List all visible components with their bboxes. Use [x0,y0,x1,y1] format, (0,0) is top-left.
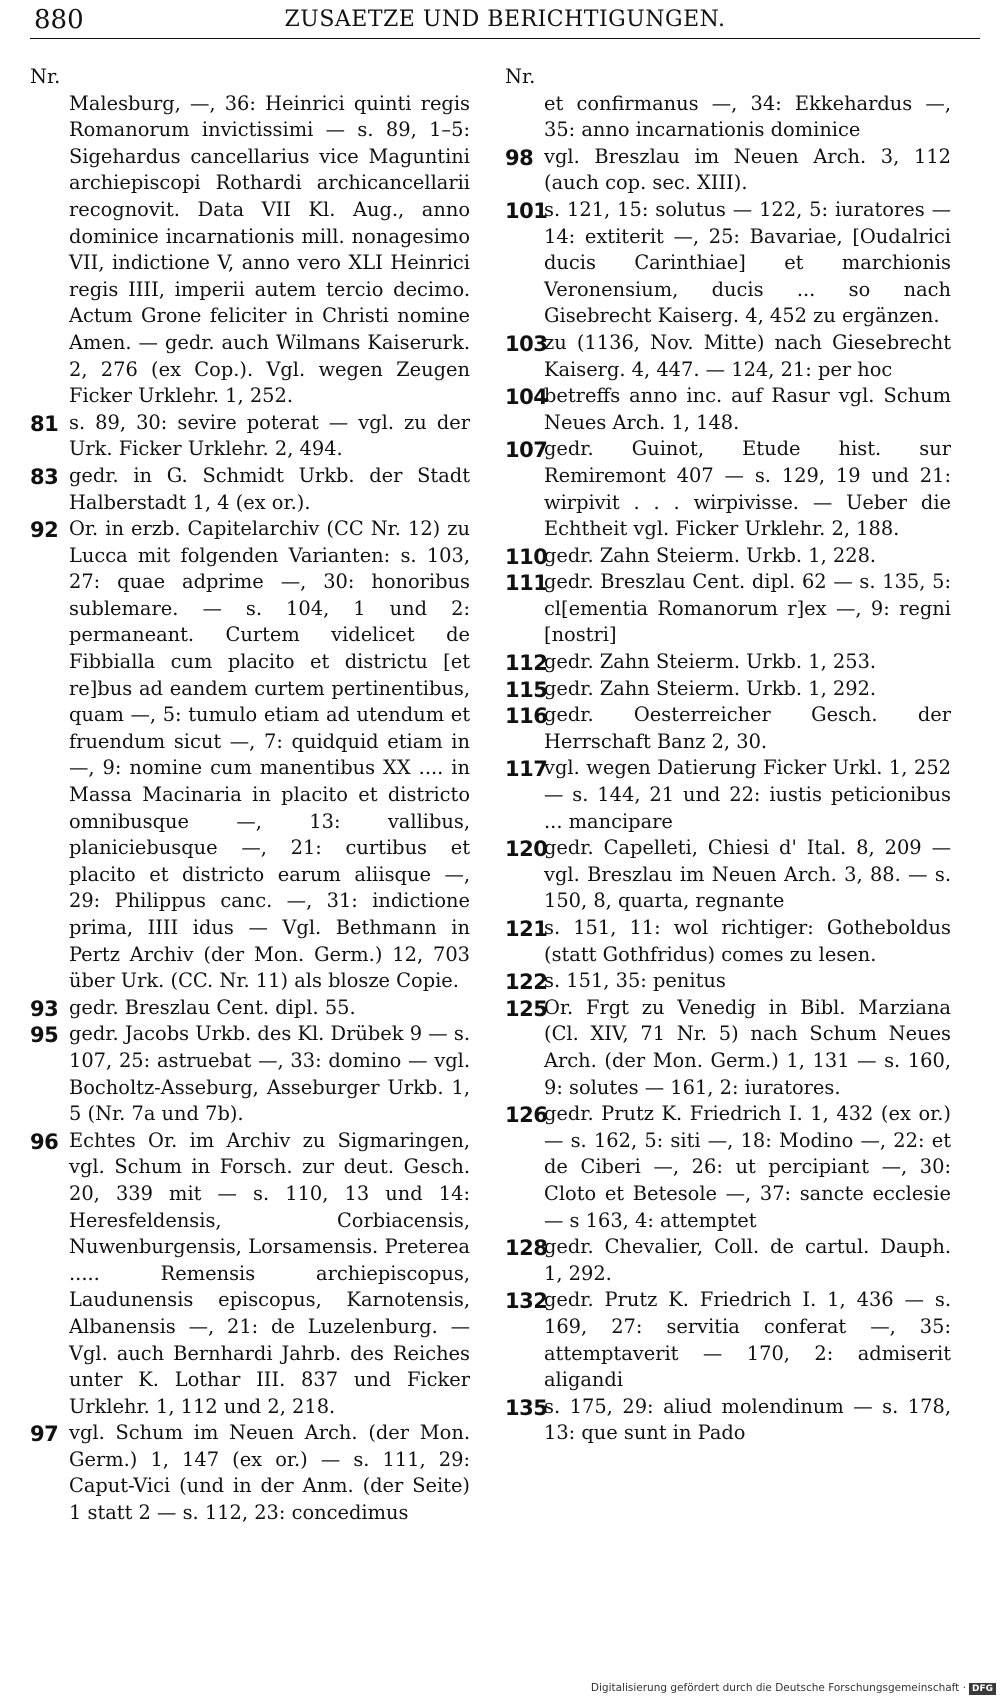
entry [505,915,951,968]
entry-text: gedr. Zahn Steierm. Urkb. 1, 228. [544,543,877,567]
entry-number: 115 [505,677,548,702]
footer-text: Digitalisierung gefördert durch die Deutsche Forschungsgemeinschaft · [590,1682,966,1694]
entry-text: s. 89, 30: sevire poterat — vgl. zu der Urk. Ficker Urklehr. 2, 494. [69,410,470,461]
entry-number: 81 [30,411,59,436]
entry [30,1021,470,1127]
entry-text: s. 175, 29: aliud molendinum — s. 178, 13: que sunt in Pado [544,1394,951,1445]
entry [505,649,951,676]
entry [505,1394,951,1447]
entry [505,995,951,1101]
entry [505,1101,951,1234]
page-number: 880 [34,5,84,35]
entry-text: Echtes Or. im Archiv zu Sigmaringen, vgl. Schum in Forsch. zur deut. Gesch. 20, 339 mit — s. 110, 13 und 14: Heresfeldensis, Corbiacensis, Nuwenburgensis, Lorsamensis. Preterea ..... Remensis archiepiscopus, Laudunensis episcopus, Karnotensis, Albanensis —, 21: de Luzelenburg. — Vgl. auch Bernhardi Jahrb. des Reiches unter K. Lothar III. 837 und Ficker Urklehr. 1, 112 und 2, 218. [69,1128,470,1418]
footer-credit [591,1682,996,1695]
entry-text: gedr. Prutz K. Friedrich I. 1, 432 (ex or.) — s. 162, 5: siti —, 18: Modino —, 22: et de Ciberi —, 26: ut percipiant —, 30: Cloto et Betesole —, 37: sancte ecclesie — s 163, 4: attemptet [544,1102,951,1232]
entry-number: 116 [505,704,548,729]
entry [505,144,951,197]
entry-text: Malesburg, —, 36: Heinrici quinti regis Romanorum invictissimi — s. 89, 1–5: Sigehardus cancellarius vice Maguntini archiepiscopi Rothardi archicancellarii recognovit. Data VII Kl. Aug., anno dominice incarnationis mill. nonagesimo VII, indictione V, anno vero XLI Heinrici regis IIII, imperii autem tercio decimo. Actum Grone feliciter in Christi nomine Amen. — gedr. auch Wilmans Kaiserurk. 2, 276 (ex Cop.). Vgl. wegen Zeugen Ficker Urklehr. 1, 252. [69,91,470,408]
entry-number: 126 [505,1103,548,1128]
entry [505,330,951,383]
entry [30,1420,470,1526]
entry-text: Or. in erzb. Capitelarchiv (CC Nr. 12) zu Lucca mit folgenden Varianten: s. 103, 27: quae adprime —, 30: honoribus sublemare. — s. 104, 1 und 2: permaneant. Curtem videlicet de Fibbialla cum placito et districtu [et re]bus ad eandem curtem pertinentibus, quam —, 5: tumulo etiam ad utendum et fruendum sicut —, 7: quidquid etiam in —, 9: nomine cum manentibus XX .... in Massa Macinaria in placito et districto omnibusque —, 13: vallibus, planiciebusque —, 21: curtibus et placito et districto earum aliisque —, 29: Philippus canc. —, 31: indictione prima, IIII idus — Vgl. Bethmann in Pertz Archiv (der Mon. Germ.) 12, 703 über Urk. (CC. Nr. 11) als blosze Copie. [69,517,470,993]
entry-text: gedr. Oesterreicher Gesch. der Herrschaft Banz 2, 30. [544,703,951,753]
entry [505,383,951,436]
entry-text: zu (1136, Nov. Mitte) nach Giesebrecht Kaiserg. 4, 447. — 124, 21: per hoc [544,330,951,381]
entry-number: 128 [505,1236,548,1261]
entry-text: gedr. Chevalier, Coll. de cartul. Dauph. 1, 292. [544,1235,951,1285]
entry-number: 111 [505,571,548,596]
column-label-nr: Nr. [505,65,536,88]
entry-text: Or. Frgt zu Venedig in Bibl. Marziana (Cl. XIV, 71 Nr. 5) nach Schum Neues Arch. (der Mon. Germ.) 1, 131 — s. 160, 9: solutes — 161, 2: iuratores. [544,995,951,1099]
entry [505,436,951,542]
entry [505,91,951,144]
entry [505,676,951,703]
entry-text: gedr. in G. Schmidt Urkb. der Stadt Halberstadt 1, 4 (ex or.). [69,463,470,514]
entry [505,968,951,995]
entry-text: gedr. Jacobs Urkb. des Kl. Drübek 9 — s. 107, 25: astruebat —, 33: domino — vgl. Bocholtz-Asseburg, Asseburger Urkb. 1, 5 (Nr. 7a und 7b). [69,1022,470,1126]
entry-number: 92 [30,518,59,543]
entry-number: 103 [505,331,548,356]
entry-number: 93 [30,996,59,1021]
entry-text: vgl. Schum im Neuen Arch. (der Mon. Germ.) 1, 147 (ex or.) — s. 111, 29: Caput-Vici (und in der Anm. (der Seite) 1 statt 2 — s. 112, 23: concedimus [69,1421,470,1525]
entry [30,463,470,516]
entry-number: 120 [505,837,548,862]
dfg-logo: DFG [969,1683,996,1695]
entry [30,516,470,995]
entry-text: s. 151, 35: penitus [544,969,726,993]
entry [505,543,951,570]
entry-number: 104 [505,385,548,410]
entry [505,569,951,649]
entry-text: et confirmanus —, 34: Ekkehardus —, 35: anno incarnationis dominice [544,91,951,142]
entry-number: 132 [505,1289,548,1314]
entry [30,1128,470,1421]
entry-number: 125 [505,996,548,1021]
entry [30,995,470,1022]
column-label-nr: Nr. [30,65,61,88]
entry [505,835,951,915]
entry-number: 110 [505,544,548,569]
entry-text: gedr. Prutz K. Friedrich I. 1, 436 — s. 169, 27: servitia conferat —, 35: attemptaverit — 170, 2: admiserit aligandi [544,1288,951,1392]
entry-text: gedr. Zahn Steierm. Urkb. 1, 253. [544,650,877,674]
entry-text: gedr. Zahn Steierm. Urkb. 1, 292. [544,676,877,700]
entry-number: 95 [30,1023,59,1048]
entry-text: s. 121, 15: solutus — 122, 5: iuratores — 14: extiterit —, 25: Bavariae, [Oudalrici ducis Carinthiae] et marchionis Veronensium, ducis ... so nach Gisebrecht Kaiserg. 4, 452 zu ergänzen. [544,197,951,328]
entry [505,197,951,330]
entry-number: 98 [505,145,534,170]
entry-text: s. 151, 11: wol richtiger: Gotheboldus (statt Gothfridus) comes zu lesen. [544,916,951,966]
entry [30,410,470,463]
entry [505,1234,951,1287]
entry-text: gedr. Capelleti, Chiesi d' Ital. 8, 209 — vgl. Breszlau im Neuen Arch. 3, 88. — s. 150, 8, quarta, regnante [544,836,951,913]
entry-number: 135 [505,1395,548,1420]
entry-number: 121 [505,917,548,941]
entry-number: 101 [505,198,548,223]
entry-number: 83 [30,464,59,489]
right-column [505,64,951,1447]
page-title: ZUSAETZE UND BERICHTIGUNGEN. [284,7,726,32]
page-header [30,4,980,39]
entry-number: 107 [505,438,548,463]
entry-number: 112 [505,651,548,676]
entry [30,91,470,410]
entry [505,755,951,835]
entry-text: gedr. Breszlau Cent. dipl. 55. [69,995,356,1019]
entry-text: vgl. wegen Datierung Ficker Urkl. 1, 252 — s. 144, 21 und 22: iustis peticionibus ... mancipare [544,756,951,833]
entry-text: gedr. Breszlau Cent. dipl. 62 — s. 135, 5: cl[ementia Romanorum r]ex —, 9: regni [nostri] [544,570,951,647]
entry-text: vgl. Breszlau im Neuen Arch. 3, 112 (auch cop. sec. XIII). [544,144,951,195]
entry-number: 97 [30,1422,59,1447]
left-column [30,64,470,1527]
entry-text: betreffs anno inc. auf Rasur vgl. Schum Neues Arch. 1, 148. [544,384,951,434]
entry [505,702,951,755]
entry [505,1287,951,1393]
entry-number: 96 [30,1129,59,1154]
entry-number: 117 [505,757,548,782]
entry-number: 122 [505,970,548,995]
entry-text: gedr. Guinot, Etude hist. sur Remiremont 407 — s. 129, 19 und 21: wirpivit . . . wirpivisse. — Ueber die Echtheit vgl. Ficker Urklehr. 2, 188. [544,437,951,541]
